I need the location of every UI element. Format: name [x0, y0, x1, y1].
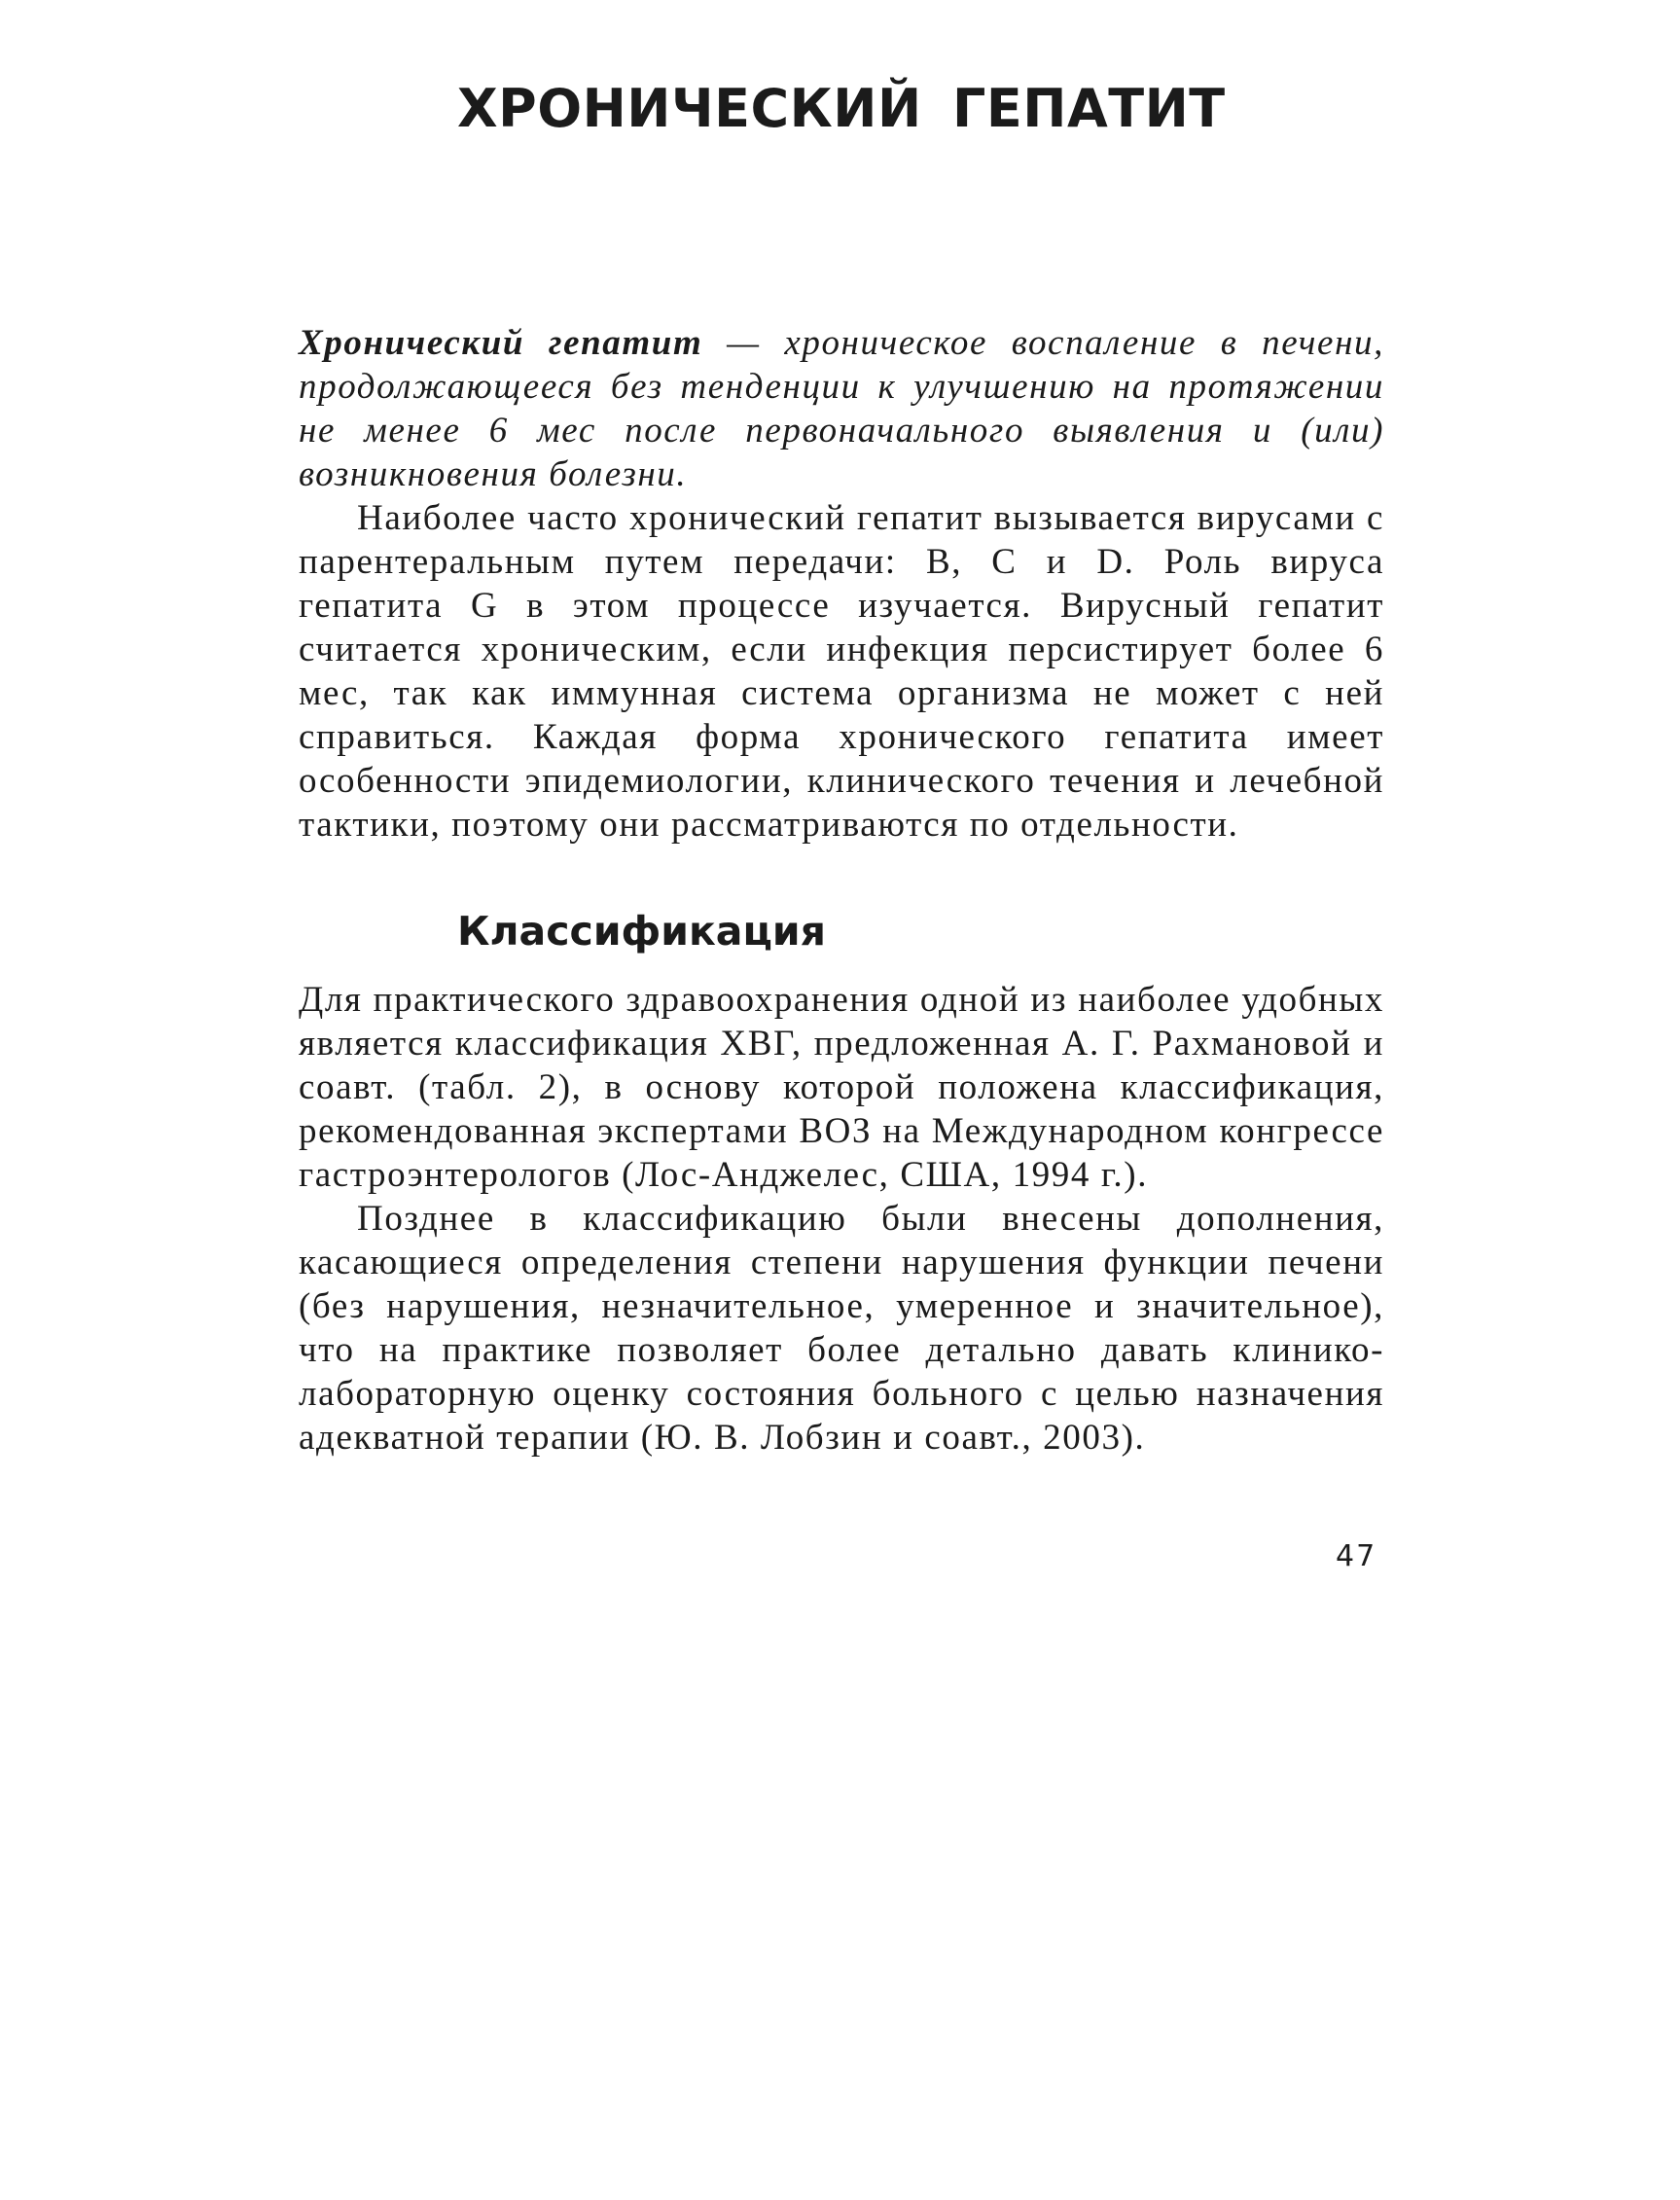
section-heading-classification: Классификация: [457, 908, 826, 955]
classification-paragraph-1: Для практического здравоохранения одной из наиболее удобных является классификация ХВГ, предложенная А. Г. Рахмановой и соавт. (табл. 2), в основу которой положена классификация, рекомендованная экспертами ВОЗ на Международном конгрессе гастроэнтерологов (Лос-Анджелес, США, 1994 г.).: [299, 980, 1384, 1195]
page-number: 47: [1336, 1539, 1377, 1573]
classification-paragraph-2: Позднее в классификацию были внесены дополнения, касающиеся определения степени нарушения функции печени (без нарушения, незначительное, умеренное и значительное), что на практике позволяет более детально давать клинико-лабораторную оценку состояния больного с целью назначения адекватной терапии (Ю. В. Лобзин и соавт., 2003).: [299, 1199, 1384, 1458]
definition-text: — хроническое воспаление в печени, продолжающееся без тенденции к улучшению на протяжении не менее 6 мес после первоначального выявления и (или) возникновения болезни.: [299, 323, 1384, 494]
intro-paragraph: Наиболее часто хронический гепатит вызывается вирусами с парентеральным путем передачи: В, С и D. Роль вируса гепатита G в этом процессе изучается. Вирусный гепатит считается хроническим, если инфекция персистирует более 6 мес, так как иммунная система организма не может с ней справиться. Каждая форма хронического гепатита имеет особенности эпидемиологии, клинического течения и лечебной тактики, поэтому они рассматриваются по отдельности.: [299, 498, 1384, 845]
definition-block: [299, 321, 1384, 496]
classification-block: [299, 978, 1384, 1460]
intro-block: [299, 496, 1384, 847]
definition-term: Хронический гепатит: [299, 323, 703, 363]
definition-paragraph: [299, 321, 1384, 496]
page-title: ХРОНИЧЕСКИЙ ГЕПАТИТ: [457, 78, 1226, 139]
